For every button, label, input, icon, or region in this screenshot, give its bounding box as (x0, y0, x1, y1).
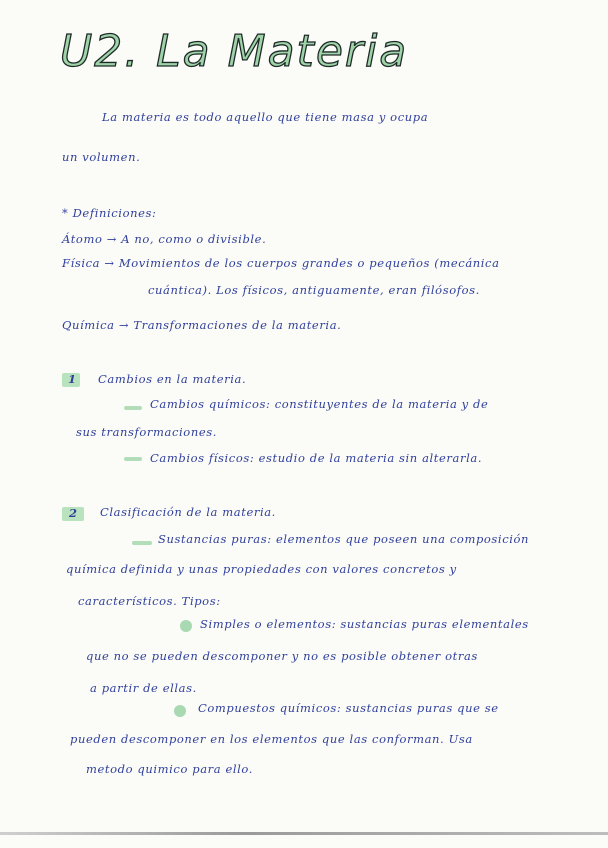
dash-marker (132, 541, 152, 545)
page-title: U2. La Materia (60, 26, 409, 77)
intro-line-2: un volumen. (62, 150, 141, 164)
page-bottom-edge (0, 832, 608, 835)
definition-quimica: Química → Transformaciones de la materia. (62, 318, 342, 332)
section-2-bullet-2-line-1: Compuestos químicos: sustancias puras que se (198, 701, 499, 715)
intro-line-1: La materia es todo aquello que tiene masa y ocupa (102, 110, 429, 124)
section-1-number: 1 (68, 372, 77, 386)
page-title-wrap (60, 26, 409, 77)
definition-fisica-line-1: Física → Movimientos de los cuerpos grandes o pequeños (mecánica (62, 256, 500, 270)
section-2-bullet-1-line-2: que no se pueden descomponer y no es posible obtener otras (86, 649, 478, 663)
section-2-heading: Clasificación de la materia. (100, 505, 276, 519)
section-1-heading: Cambios en la materia. (98, 372, 247, 386)
definition-fisica-line-2: cuántica). Los físicos, antiguamente, eran filósofos. (148, 283, 480, 297)
section-2-bullet-1-line-1: Simples o elementos: sustancias puras elementales (200, 617, 529, 631)
section-1-item-1-line-1: Cambios químicos: constituyentes de la materia y de (150, 397, 489, 411)
section-2-number: 2 (69, 506, 78, 520)
section-2-bullet-1-line-3: a partir de ellas. (90, 681, 197, 695)
definition-atomo: Átomo → A no, como o divisible. (62, 232, 267, 246)
bullet-dot-icon (180, 620, 192, 632)
bullet-dot-icon (174, 705, 186, 717)
section-1-item-1-line-2: sus transformaciones. (76, 425, 217, 439)
definitions-heading: * Definiciones: (62, 206, 157, 220)
section-1-item-2: Cambios físicos: estudio de la materia sin alterarla. (150, 451, 483, 465)
section-2-p1-line-2: química definida y unas propiedades con valores concretos y (66, 562, 457, 576)
section-2-bullet-2-line-2: pueden descomponer en los elementos que las conforman. Usa (70, 732, 473, 746)
section-2-bullet-2-line-3: metodo quimico para ello. (86, 762, 254, 776)
section-2-p1-line-3: característicos. Tipos: (78, 594, 221, 608)
section-2-p1-line-1: Sustancias puras: elementos que poseen una composición (158, 532, 530, 546)
dash-marker (124, 457, 142, 461)
dash-marker (124, 406, 142, 410)
